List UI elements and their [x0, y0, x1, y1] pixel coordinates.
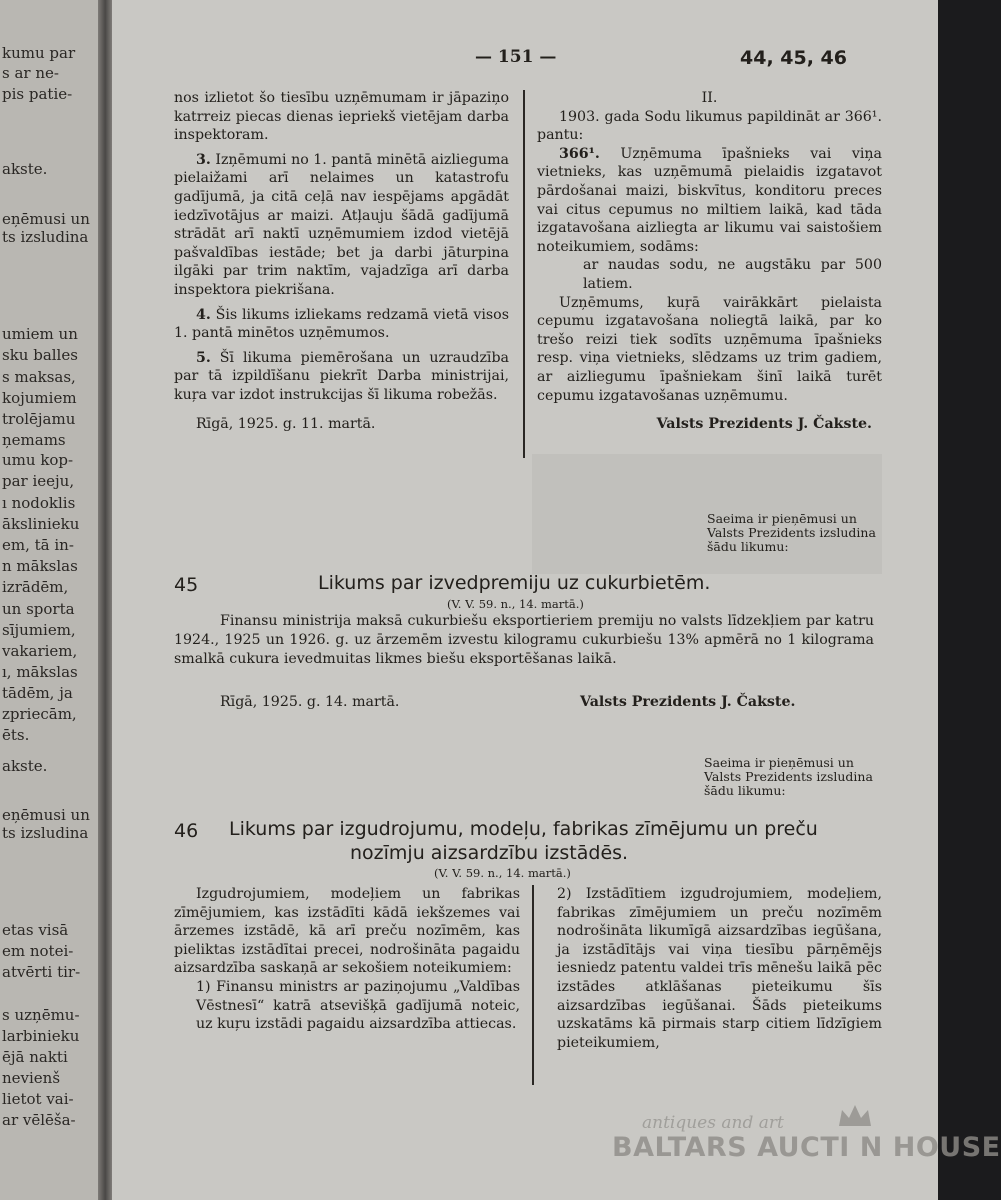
left-page-fragment: larbinieku [2, 1027, 80, 1045]
right-page [112, 0, 1001, 1200]
law46-column-left [174, 885, 520, 1034]
left-page-fragment: sku balles [2, 346, 78, 364]
law44-p3-text: Izņēmumi no 1. pantā minētā aizlieguma pielaižami arī nelaimes un katastrofu gadījumā, ja citā ceļā nav iespējams apgādāt iedzīvotājus ar maizi. Atļauju šādā gadījumā strādāt arī naktī uzņēmumiem izdod vietējā pašvaldības iestāde; bet ja darbi jāturpina ilgāki par trim naktīm, vajadzīga arī darba inspektora piekrišana. [174, 151, 509, 298]
column-rule [523, 90, 525, 458]
left-page-fragment: trolējamu [2, 410, 76, 428]
saeima-note-1 [707, 512, 876, 554]
saeima-1-line2: Valsts Prezidents izsludina [707, 525, 876, 540]
law46-column-right [557, 885, 882, 1052]
left-page-fragment: nevienš [2, 1069, 61, 1087]
left-page-fragment: em, tā in- [2, 536, 74, 554]
left-page-fragment: sījumiem, [2, 621, 76, 639]
left-page-fragment: ākslinieku [2, 515, 80, 533]
left-page-fragment: umu kop- [2, 451, 74, 469]
law46-intro: Izgudrojumiem, modeļiem un fabrikas zīmējumiem, kas izstādīti kādā iekšzemes vai ārzemes izstādē, kā arī preču nozīmēm, kas pieliktas izstādītai precei, nodrošināta pagaidu aizsardzība saskaņā ar sekošiem noteikumiem: [174, 886, 520, 977]
left-page-fragment: akste. [2, 757, 48, 775]
law45-body [174, 612, 874, 669]
left-page-fragment: n mākslas [2, 557, 78, 575]
section-II-intro: 1903. gada Sodu likumus papildināt ar 366¹. pantu: [537, 108, 882, 144]
section-II: II. [701, 90, 718, 106]
law44-p4-text: Šis likums izliekams redzamā vietā visos 1. pantā minētos uzņēmumos. [174, 306, 509, 342]
article-text2: Uzņēmums, kuŗā vairākkārt pielaista cepumu izgatavošana noliegtā laikā, par ko trešo reizi tiek sodīts uzņēmuma īpašnieks resp. viņa vietnieks, slēdzams uz trim gadiem, ar aizliegumu īpašniekam šinī laikā turēt cepumu izgatavošanas uzņēmumu. [537, 294, 882, 404]
law44-date: Rīgā, 1925. g. 11. martā. [196, 415, 376, 432]
left-page-fragment: ņemams [2, 431, 66, 449]
page-number: — 151 — [475, 47, 557, 67]
left-page-fragment: ts izsludina [2, 824, 89, 842]
crown-icon [836, 1102, 874, 1130]
left-page-fragment: etas visā [2, 921, 69, 939]
left-page-fragment: s ar ne- [2, 64, 59, 82]
saeima-1-line3: šādu likumu: [707, 539, 789, 554]
left-page-fragment: ēts. [2, 726, 30, 744]
watermark-tagline: antiques and art [642, 1113, 784, 1133]
law45-signature: Valsts Prezidents J. Čakste. [580, 694, 796, 710]
left-page-fragment: lietot vai- [2, 1090, 74, 1108]
law44-p5-num: 5. [196, 349, 211, 366]
left-page-fragment: umiem un [2, 325, 78, 343]
law44-column-left [174, 89, 509, 433]
left-page-fragment: izrādēm, [2, 578, 69, 596]
left-page-fragment: eņēmusi un [2, 210, 90, 228]
law44-column-right [537, 89, 882, 434]
left-page-fragment: pis patie- [2, 85, 73, 103]
left-page-fragment: s uzņēmu- [2, 1006, 80, 1024]
article-text: Uzņēmuma īpašnieks vai viņa vietnieks, kas uzņēmumā pielaidis izgatavot pārdošanai maizi, biskvītus, konditoru preces vai citus cepumus no miltiem laikā, kad tāda izgatavošana aizliegta ar likumu vai saistošiem noteikumiem, sodāms: [537, 145, 882, 255]
law44-p5 [174, 349, 509, 405]
left-page-fragment: kojumiem [2, 389, 77, 407]
left-page-fragment: ı nodoklis [2, 494, 76, 512]
law44-p3-num: 3. [196, 151, 211, 168]
left-page [0, 0, 104, 1200]
law46-source: (V. V. 59. n., 14. martā.) [434, 866, 571, 880]
law-numbers-header: 44, 45, 46 [740, 47, 847, 69]
left-page-fragment: par ieeju, [2, 472, 75, 490]
left-page-fragment: em notei- [2, 942, 74, 960]
watermark-logo: BALTARS AUCTI N HOUSE [612, 1132, 1001, 1163]
left-page-fragment: akste. [2, 160, 48, 178]
law44-p4 [174, 306, 509, 343]
law46-item2: 2) Izstādītiem izgudrojumiem, modeļiem, fabrikas zīmējumiem un preču nozīmēm nodrošināta likumīgā aizsardzības iegūšana, ja izstādītājs vai viņa tiesību pārņēmējs iesniedz patentu valdei trīs mēnešu laikā pēc izstādes atklāšanas pieteikumu šīs aizsardzības iegūšanai. Šāds pieteikums uzskatāms kā pirmais starp citiem līdzīgiem pieteikumiem, [557, 886, 882, 1051]
law46-number: 46 [174, 820, 199, 842]
law44-p1: nos izlietot šo tiesību uzņēmumam ir jāpaziņo katrreiz piecas dienas iepriekš vietējam darba inspektoram. [174, 90, 509, 144]
law44-p4-num: 4. [196, 306, 211, 323]
left-page-fragment: vakariem, [2, 642, 78, 660]
left-page-fragment: ı, mākslas [2, 663, 78, 681]
column-rule-2 [532, 885, 534, 1085]
saeima-note-2 [704, 756, 873, 798]
saeima-2-line3: šādu likumu: [704, 783, 786, 798]
saeima-1-line1: Saeima ir pieņēmusi un [707, 511, 857, 526]
law45-source: (V. V. 59. n., 14. martā.) [447, 597, 584, 611]
saeima-2-line1: Saeima ir pieņēmusi un [704, 755, 854, 770]
article-366 [537, 145, 882, 257]
law44-signature: Valsts Prezidents J. Čakste. [656, 416, 872, 433]
saeima-2-line2: Valsts Prezidents izsludina [704, 769, 873, 784]
left-page-fragment: eņēmusi un [2, 806, 90, 824]
law46-title-line2: nozīmju aizsardzību izstādēs. [350, 842, 629, 864]
left-page-fragment: ar vēlēša- [2, 1111, 76, 1129]
law45-number: 45 [174, 574, 199, 596]
left-page-fragment: ts izsludina [2, 228, 89, 246]
law46-title-line1: Likums par izgudrojumu, modeļu, fabrikas zīmējumu un preču [229, 818, 818, 840]
article-penalty: ar naudas sodu, ne augstāku par 500 latiem. [583, 257, 882, 292]
article-number: 366¹. [559, 145, 600, 162]
left-page-fragment: zpriecām, [2, 705, 77, 723]
law44-p3 [174, 151, 509, 300]
left-page-fragment: atvērti tir- [2, 963, 81, 981]
left-page-fragment: tādēm, ja [2, 684, 73, 702]
law45-title: Likums par izvedpremiju uz cukurbietēm. [318, 572, 711, 594]
law45-date: Rīgā, 1925. g. 14. martā. [220, 694, 400, 710]
left-page-fragment: un sporta [2, 600, 75, 618]
left-page-fragment: kumu par [2, 44, 76, 62]
left-page-fragment: ējā nakti [2, 1048, 68, 1066]
law46-item1: 1) Finansu ministrs ar paziņojumu „Valdības Vēstnesī“ katrā atsevišķā gadījumā noteic, uz kuŗu izstādi pagaidu aizsardzība attiecas. [196, 978, 520, 1033]
law44-p5-text: Šī likuma piemērošana un uzraudzība par tā izpildīšanu piekrīt Darba ministrijai, kuŗa var izdot instrukcijas šī likuma robežās. [174, 349, 509, 403]
left-page-fragment: s maksas, [2, 368, 76, 386]
law45-body-text: Finansu ministrija maksā cukurbiešu eksportieriem premiju no valsts līdzekļiem par katru 1924., 1925 un 1926. g. uz ārzemēm izvestu kilogramu cukurbiešu 13% apmērā no 1 kilograma smalkā cukura ievedmuitas likmes biešu eksportēšanas laikā. [174, 613, 874, 667]
